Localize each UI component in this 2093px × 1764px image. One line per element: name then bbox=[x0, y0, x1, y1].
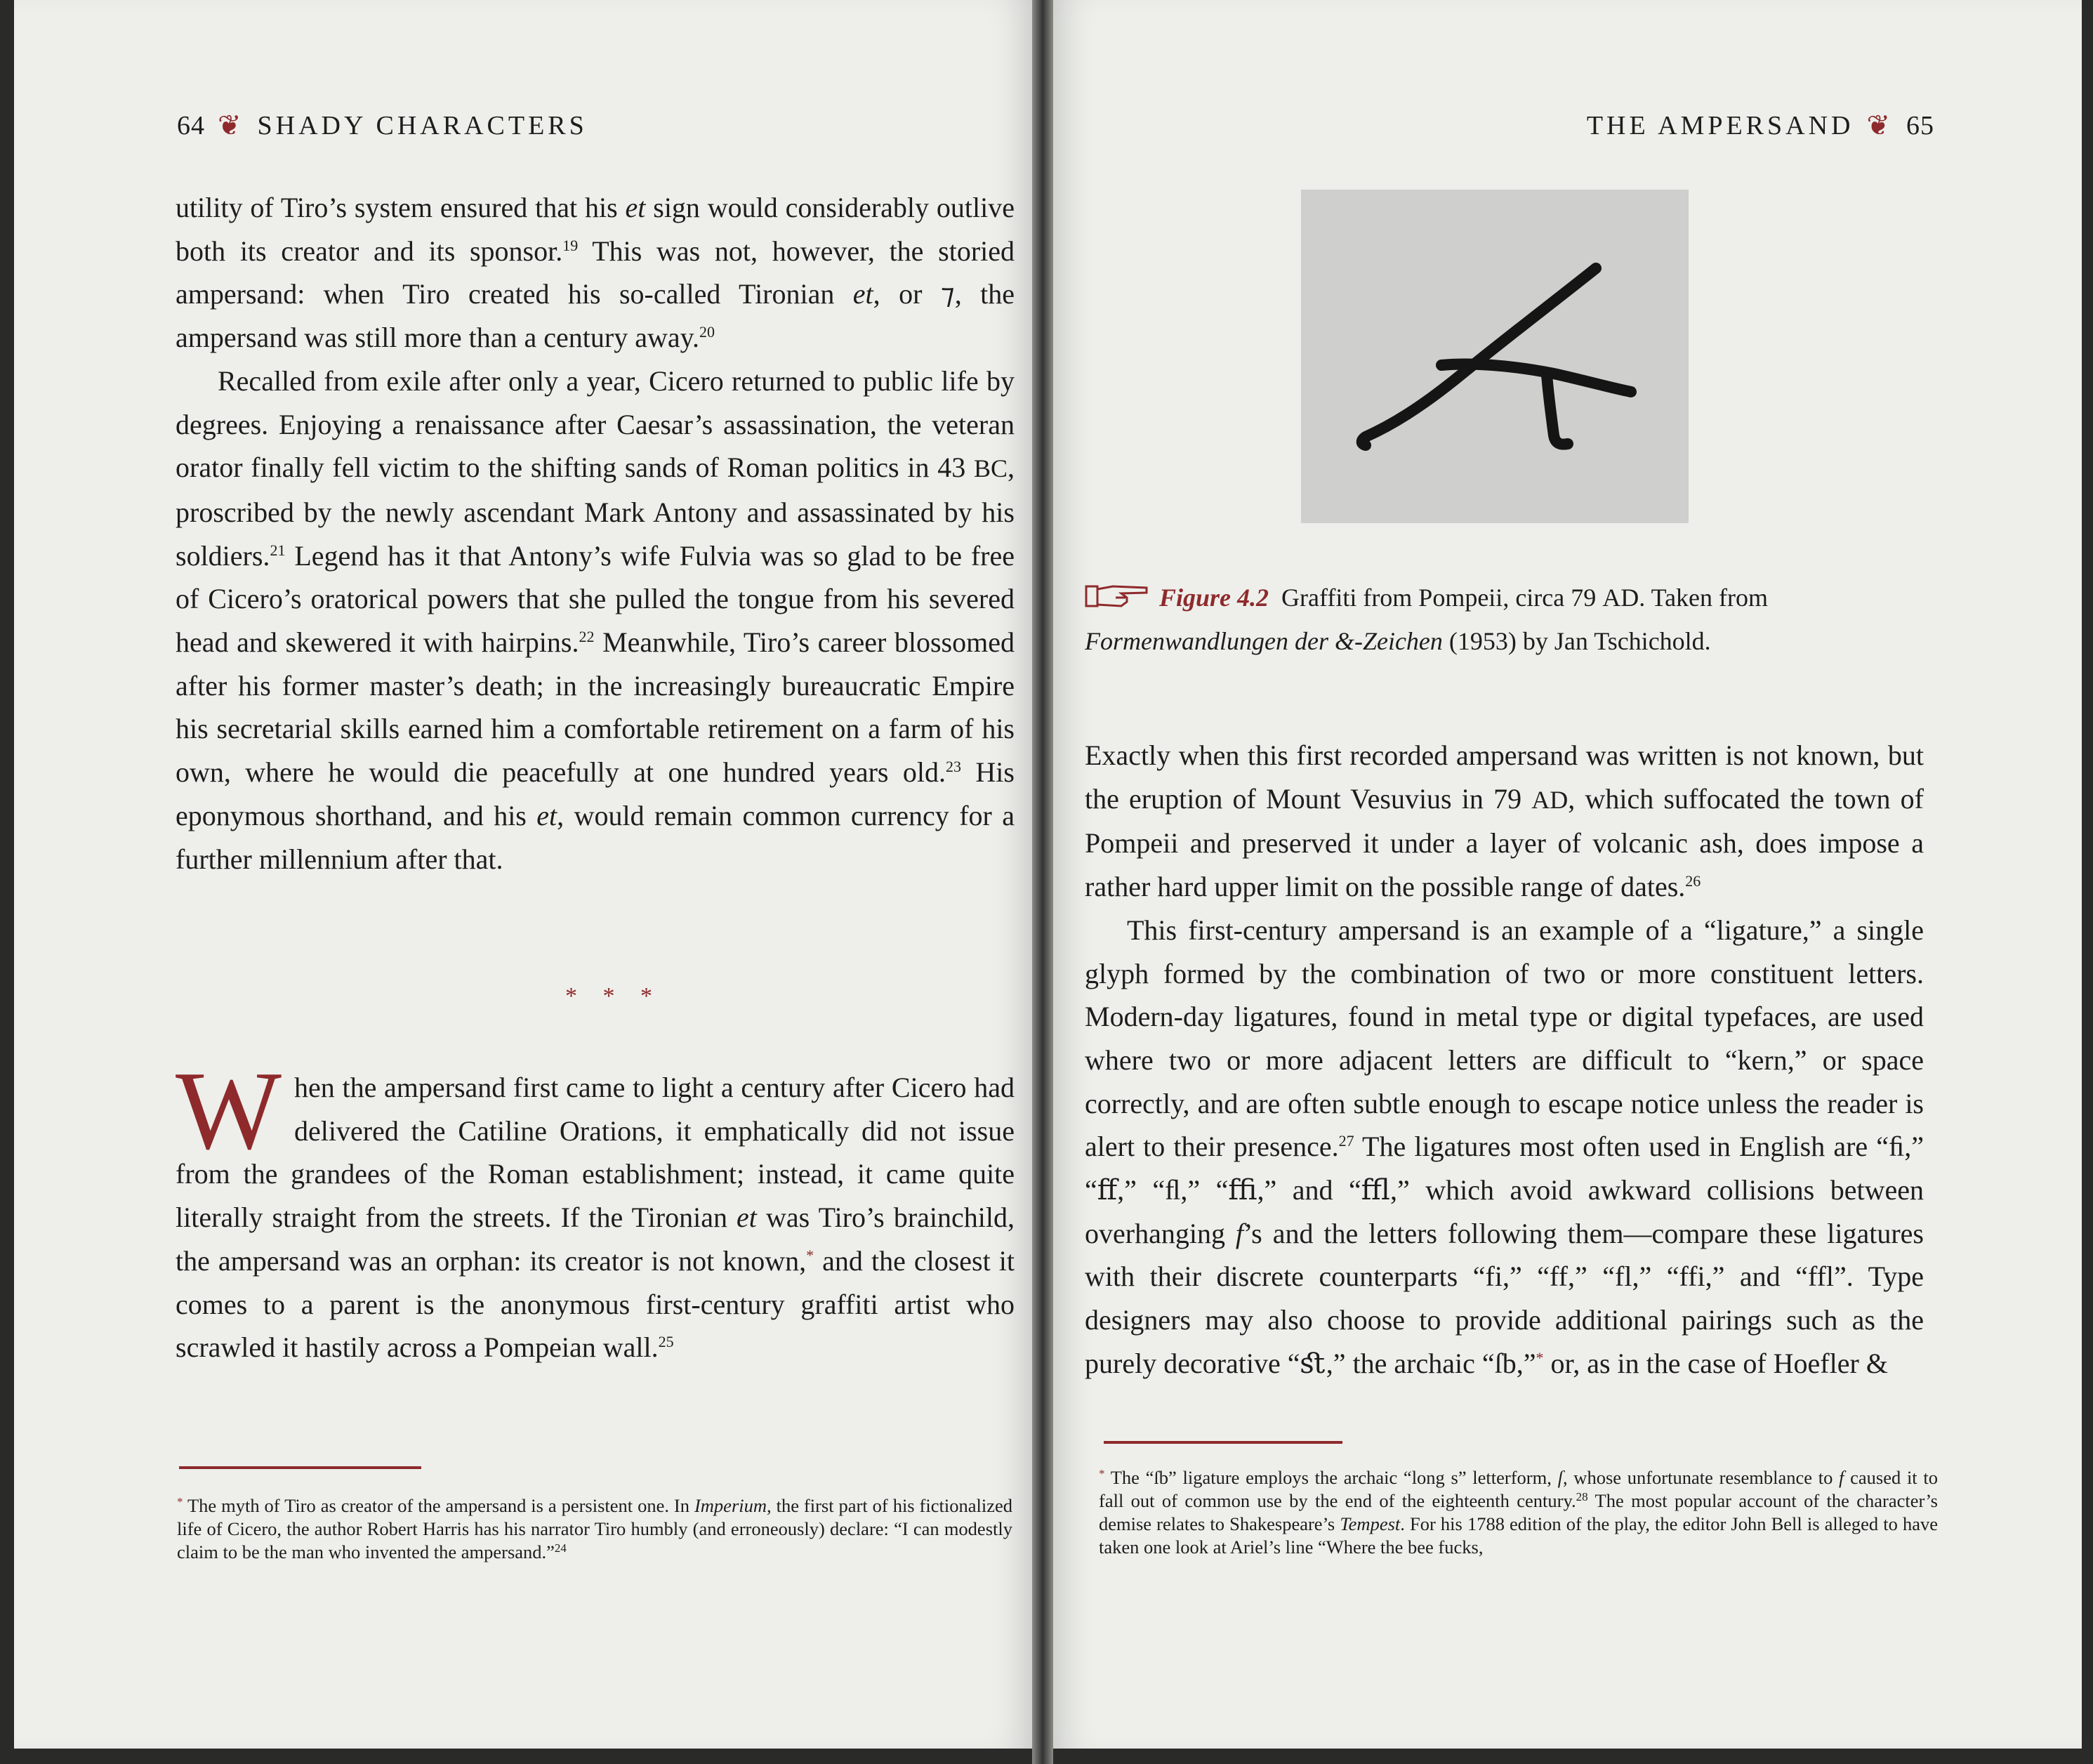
text-run: . Taken from bbox=[1639, 584, 1769, 612]
page-number: 64 bbox=[177, 110, 205, 140]
italic-run: Imperium, bbox=[694, 1495, 772, 1516]
pointing-hand-icon bbox=[1085, 581, 1149, 610]
text-run: Meanwhile, Tiro’s career blossomed after his former master’s death; in the increasingly bureaucratic Empire his secretarial skills earned him a comfortable retirement on a farm of his own, where he would die peacefully at one hundred years old. bbox=[176, 626, 1015, 789]
left-body-text-2 bbox=[176, 1048, 1015, 1369]
text-run: The myth of Tiro as creator of the ampersand is a persistent one. In bbox=[183, 1495, 694, 1516]
left-page bbox=[14, 0, 1032, 1749]
running-title: THE AMPERSAND bbox=[1586, 110, 1854, 140]
small-caps-run: BC bbox=[973, 454, 1008, 483]
paragraph-ligature bbox=[1085, 909, 1924, 1385]
fleuron-icon: ❦ bbox=[1866, 110, 1894, 141]
text-run: His eponymous shorthand, and his bbox=[176, 756, 1015, 831]
left-footnote bbox=[177, 1494, 1012, 1564]
text-run: and the closest it comes to a parent is the anonymous first-century graffiti artist who scrawled it hastily across a Pompeian wall. bbox=[176, 1244, 1015, 1364]
book-gutter bbox=[1032, 0, 1053, 1764]
paragraph-cicero bbox=[176, 360, 1015, 881]
text-run: , which suffocated the town of Pompeii and preserved it under a layer of volcanic ash, does impose a rather hard upper limit on the possible range of dates. bbox=[1085, 782, 1924, 903]
endnote-ref: 19 bbox=[562, 236, 579, 254]
text-run: hen the ampersand first came to light a century after Cicero had delivered the Catiline Orations, it emphatically did not issue from the grandees of the Roman establishment; instead, it came quite literally straight from the streets. If the Tironian bbox=[176, 1072, 1015, 1234]
text-run: This first-century ampersand is an example of a “ligature,” a single glyph formed by the combination of two or more constituent letters. Modern-day ligatures, found in metal type or digital typefaces, are used where two or more adjacent letters are difficult to “kern,” or space correctly, and are often subtle enough to escape notice unless the reader is alert to their presence. bbox=[1085, 914, 1924, 1163]
text-run: caused it to fall out of common use by the end of the eighteenth century. bbox=[1099, 1467, 1938, 1511]
text-run: utility of Tiro’s system ensured that his bbox=[176, 192, 626, 223]
endnote-ref: 27 bbox=[1338, 1132, 1354, 1150]
text-run: ’s and the letters following them—compare these ligatures with their discrete counterparts “fi,” “ff,” “fl,” “ffi,” and “ffl”. Type designers may also choose to provide additional pairings such as the purely decorative “ﬆ,” the archaic “ſb,” bbox=[1085, 1217, 1924, 1379]
italic-run: Formenwandlungen der &-Zeichen bbox=[1085, 627, 1443, 655]
text-run: was Tiro’s brainchild, the ampersand was an orphan: its creator is not known, bbox=[176, 1202, 1015, 1277]
text-run: (1953) by Jan Tschichold. bbox=[1442, 627, 1711, 655]
footnote-rule bbox=[1104, 1441, 1342, 1444]
text-run: This was not, however, the storied ampersand: when Tiro created his so-called Tironian bbox=[176, 235, 1015, 310]
endnote-ref: 26 bbox=[1685, 872, 1701, 890]
endnote-ref: 28 bbox=[1576, 1490, 1588, 1503]
footnote-rule bbox=[179, 1466, 421, 1469]
text-run: The most popular account of the character’s demise relates to Shakespeare’s bbox=[1099, 1490, 1938, 1534]
figure-label: Figure 4.2 bbox=[1159, 584, 1269, 612]
italic-run: et bbox=[852, 278, 873, 310]
endnote-ref: 24 bbox=[554, 1541, 567, 1555]
footnote-marker: * bbox=[177, 1495, 183, 1508]
figure-caption bbox=[1085, 576, 1768, 663]
pompeii-ampersand-graffiti bbox=[1301, 190, 1689, 523]
italic-run: et bbox=[625, 192, 646, 223]
italic-run: et bbox=[536, 799, 557, 831]
text-run: The ligatures most often used in English are “ﬁ,” “ﬀ,” “ﬂ,” “ﬃ,” and “ﬄ,” which avoid awkward collisions between overhanging bbox=[1085, 1131, 1924, 1249]
text-run: Recalled from exile after only a year, Cicero returned to public life by degrees. Enjoying a renaissance after Caesar’s assassination, the veteran orator finally fell victim to the shifting sands of Roman politics in 43 bbox=[176, 364, 1015, 484]
right-body-text bbox=[1085, 734, 1924, 1385]
text-run: , would remain common currency for a further millennium after that. bbox=[176, 799, 1015, 875]
small-caps-run: AD bbox=[1602, 584, 1639, 612]
fleuron-icon: ❦ bbox=[218, 110, 245, 141]
text-run: Exactly when this first recorded ampersand was written is not known, but the eruption of Mount Vesuvius in 79 bbox=[1085, 739, 1924, 815]
text-run: , proscribed by the newly ascendant Mark Antony and assassinated by his soldiers. bbox=[176, 452, 1015, 572]
text-run: the first part of his fictionalized life of Cicero, the author Robert Harris has his narrator Tiro humbly (and erroneously) declare: “I can modestly claim to be the man who invented the ampersand.” bbox=[177, 1495, 1012, 1562]
figure-graffiti-image bbox=[1301, 190, 1689, 523]
paragraph-ampersand-origin bbox=[176, 1048, 1015, 1369]
section-break: * * * bbox=[565, 983, 662, 1009]
text-run: Legend has it that Antony’s wife Fulvia was so glad to be free of Cicero’s oratorical powers that she pulled the tongue from his severed head and skewered it with hairpins. bbox=[176, 539, 1015, 659]
footnote-marker: * bbox=[806, 1246, 814, 1264]
italic-run: f bbox=[1235, 1217, 1244, 1249]
left-body-text bbox=[176, 186, 1015, 881]
text-run: , or ⁊, the ampersand was still more than a century away. bbox=[176, 278, 1015, 354]
italic-run: et bbox=[737, 1202, 757, 1234]
right-running-header bbox=[1587, 109, 1934, 142]
right-page bbox=[1053, 0, 2082, 1749]
text-run: . For his 1788 edition of the play, the editor John Bell is alleged to have taken one look at Ariel’s line “Where the bee fucks, bbox=[1099, 1513, 1938, 1558]
right-footnote bbox=[1099, 1466, 1938, 1559]
text-run: sign would considerably outlive both its creator and its sponsor. bbox=[176, 192, 1015, 267]
small-caps-run: AD bbox=[1531, 785, 1569, 814]
italic-run: ſ bbox=[1557, 1467, 1563, 1488]
italic-run: Tempest bbox=[1340, 1513, 1401, 1534]
footnote-marker: * bbox=[1099, 1467, 1105, 1480]
text-run: Graffiti from Pompeii, circa 79 bbox=[1269, 584, 1603, 612]
paragraph-continuation bbox=[176, 186, 1015, 360]
text-run: The “ſb” ligature employs the archaic “long s” letterform, bbox=[1104, 1467, 1558, 1488]
endnote-ref: 22 bbox=[579, 628, 595, 646]
left-running-header bbox=[177, 109, 588, 142]
drop-cap: W bbox=[176, 1048, 282, 1173]
paragraph-vesuvius bbox=[1085, 734, 1924, 909]
text-run: , whose unfortunate resemblance to bbox=[1562, 1467, 1840, 1488]
text-run: or, as in the case of Hoefler & bbox=[1543, 1347, 1888, 1379]
footnote-marker: * bbox=[1536, 1348, 1544, 1367]
endnote-ref: 25 bbox=[658, 1333, 674, 1351]
endnote-ref: 21 bbox=[270, 541, 286, 559]
endnote-ref: 20 bbox=[699, 323, 715, 341]
running-title: SHADY CHARACTERS bbox=[257, 110, 588, 140]
italic-run: f bbox=[1839, 1467, 1844, 1488]
page-number: 65 bbox=[1906, 110, 1934, 140]
endnote-ref: 23 bbox=[946, 758, 962, 776]
